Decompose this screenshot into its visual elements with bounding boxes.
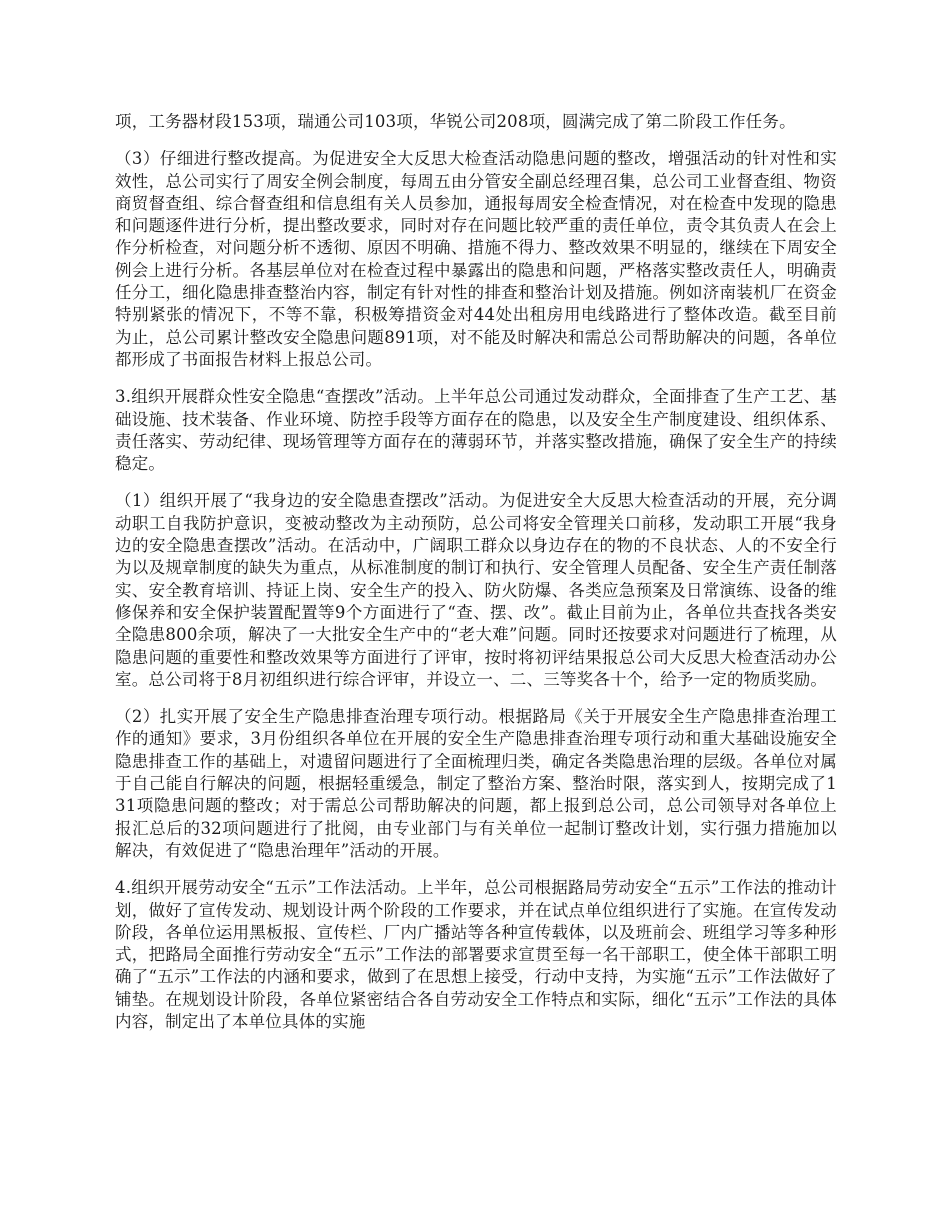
paragraph-3: 3.组织开展群众性安全隐患“查摆改”活动。上半年总公司通过发动群众，全面排查了生产工艺、基础设施、技术装备、作业环境、防控手段等方面存在的隐患，以及安全生产制度建设、组织体系、责任落实、劳动纪律、现场管理等方面存在的薄弱环节，并落实整改措施，确保了安全生产的持续稳定。 — [115, 387, 837, 474]
paragraph-2: （3）仔细进行整改提高。为促进安全大反思大检查活动隐患问题的整改，增强活动的针对性和实效性，总公司实行了周安全例会制度，每周五由分管安全副总经理召集，总公司工业督查组、物资商贸督查组、综合督查组和信息组有关人员参加，通报每周安全检查情况，对在检查中发现的隐患和问题逐件进行分析，提出整改要求，同时对存在问题比较严重的责任单位，责令其负责人在会上作分析检查，对问题分析不透彻、原因不明确、措施不得力、整改效果不明显的，继续在下周安全例会上进行分析。各基层单位对在检查过程中暴露出的隐患和问题，严格落实整改责任人，明确责任分工，细化隐患排查整治内容，制定有针对性的排查和整治计划及措施。例如济南装机厂在资金特别紧张的情况下，不等不靠，积极筹措资金对44处出租房用电线路进行了整体改造。截至目前为止，总公司累计整改安全隐患问题891项，对不能及时解决和需总公司帮助解决的问题，各单位都形成了书面报告材料上报总公司。 — [115, 149, 837, 369]
paragraph-5: （2）扎实开展了安全生产隐患排查治理专项行动。根据路局《关于开展安全生产隐患排查治理工作的通知》要求，3月份组织各单位在开展的安全生产隐患排查治理专项行动和重大基础设施安全隐患排查工作的基础上，对遗留问题进行了全面梳理归类，确定各类隐患治理的层级。各单位对属于自己能自行解决的问题，根据轻重缓急，制定了整治方案、整治时限，落实到人，按期完成了131项隐患问题的整改；对于需总公司帮助解决的问题，都上报到总公司，总公司领导对各单位上报汇总后的32项问题进行了批阅，由专业部门与有关单位一起制订整改计划，实行强力措施加以解决，有效促进了“隐患治理年”活动的开展。 — [115, 707, 837, 860]
document-page — [115, 111, 837, 1048]
paragraph-1: 项，工务器材段153项，瑞通公司103项，华锐公司208项，圆满完成了第二阶段工作任务。 — [115, 112, 796, 131]
paragraph-4: （1）组织开展了“我身边的安全隐患查摆改”活动。为促进安全大反思大检查活动的开展，充分调动职工自我防护意识，变被动整改为主动预防，总公司将安全管理关口前移，发动职工开展“我身边的安全隐患查摆改”活动。在活动中，广阔职工群众以身边存在的物的不良状态、人的不安全行为以及规章制度的缺失为重点，从标准制度的制订和执行、安全管理人员配备、安全生产责任制落实、安全教育培训、持证上岗、安全生产的投入、防火防爆、各类应急预案及日常演练、设备的维修保养和安全保护装置配置等9个方面进行了“查、摆、改”。截止目前为止，各单位共查找各类安全隐患800余项，解决了一大批安全生产中的“老大难”问题。同时还按要求对问题进行了梳理，从隐患问题的重要性和整改效果等方面进行了评审，按时将初评结果报总公司大反思大检查活动办公室。总公司将于8月初组织进行综合评审，并设立一、二、三等奖各十个，给予一定的物质奖励。 — [115, 491, 837, 689]
paragraph-6: 4.组织开展劳动安全“五示”工作法活动。上半年，总公司根据路局劳动安全“五示”工作法的推动计划，做好了宣传发动、规划设计两个阶段的工作要求，并在试点单位组织进行了实施。在宣传发动阶段，各单位运用黑板报、宣传栏、厂内广播站等各种宣传载体，以及班前会、班组学习等多种形式，把路局全面推行劳动安全“五示”工作法的部署要求宣贯至每一名干部职工，使全体干部职工明确了“五示”工作法的内涵和要求，做到了在思想上接受，行动中支持，为实施“五示”工作法做好了铺垫。在规划设计阶段，各单位紧密结合各自劳动安全工作特点和实际，细化“五示”工作法的具体内容，制定出了本单位具体的实施 — [115, 878, 837, 1031]
